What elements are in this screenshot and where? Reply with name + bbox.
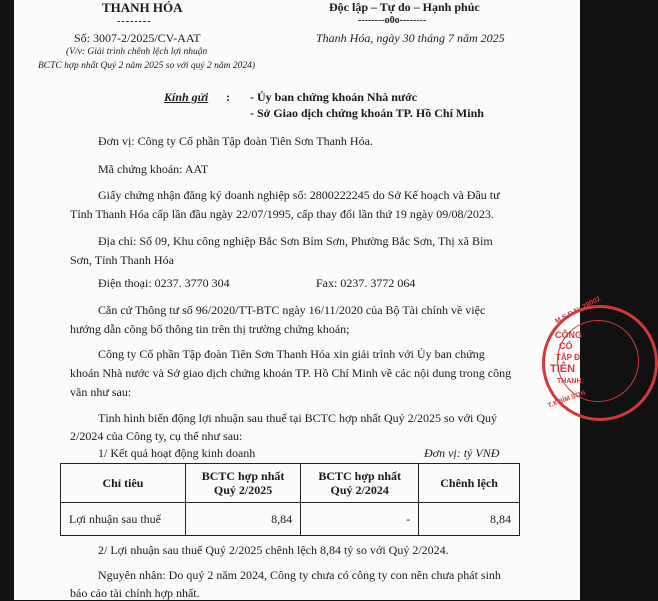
seal-text-6: THANH (557, 378, 582, 385)
national-motto: Độc lập – Tự do – Hạnh phúc (329, 0, 480, 14)
recipient-1: - Ủy ban chứng khoán Nhà nước (250, 90, 418, 104)
license-line-2: Tỉnh Thanh Hóa cấp lần đầu ngày 22/07/1995, cấp thay đổi lần thứ 19 ngày 09/08/2023. (70, 207, 494, 221)
cell-q2-2025: 8,84 (185, 503, 300, 536)
recipient-2: - Sở Giao dịch chứng khoán TP. Hồ Chí Minh (250, 106, 484, 120)
recipients-label: Kính gửi (164, 90, 209, 104)
org-name: THANH HÓA (102, 0, 183, 15)
seal-text-7: T.X BỈM SƠN (546, 389, 587, 410)
doc-number: Số: 3007-2/2025/CV-AAT (74, 31, 201, 45)
explain-line-1: Công ty Cổ phần Tập đoàn Tiên Sơn Thanh Hóa xin giải trình với Ủy ban chứng (98, 347, 485, 361)
company-seal (542, 295, 658, 421)
explain-line-3: văn như sau: (70, 385, 132, 399)
seal-text-2: CÔNG (555, 330, 582, 340)
address-line-2: Sơn, Tỉnh Thanh Hóa (70, 253, 174, 267)
situation-line-1: Tình hình biến động lợi nhuận sau thuế tại BCTC hợp nhất Quý 2/2025 so với Quý (98, 411, 498, 425)
address-line-1: Địa chỉ: Số 09, Khu công nghiệp Bắc Sơn Bỉm Sơn, Phường Bắc Sơn, Thị xã Bỉm (98, 234, 493, 248)
org-underline: -------- (117, 16, 152, 27)
col-header-difference: Chênh lệch (419, 464, 520, 503)
fax: Fax: 0237. 3772 064 (316, 276, 416, 290)
seal-text-5: TIÊN (550, 363, 576, 375)
subject-line-1: (V/v: Giải trình chênh lệch lợi nhuận (66, 47, 208, 57)
section-1-title: 1/ Kết quả hoạt động kinh doanh (98, 446, 256, 460)
seal-text-4: TẬP Đ (556, 353, 580, 362)
col-header-indicator: Chỉ tiêu (61, 464, 186, 503)
cell-difference: 8,84 (419, 503, 520, 536)
subject-line-2: BCTC hợp nhất Quý 2 năm 2025 so với quý 2 năm 2024) (38, 61, 256, 71)
reason-line-2: báo cáo tài chính hợp nhất. (70, 586, 200, 600)
basis-line-2: hướng dẫn công bố thông tin trên thị trường chứng khoán; (70, 322, 350, 336)
table-row (61, 503, 520, 536)
document-page (14, 0, 602, 600)
table-header-row (61, 464, 520, 503)
row-label: Lợi nhuận sau thuế (61, 503, 186, 536)
cell-q2-2024: - (301, 503, 419, 536)
reason-line-1: Nguyên nhân: Do quý 2 năm 2024, Công ty chưa có công ty con nên chưa phát sinh (98, 568, 501, 582)
unit-line: Đơn vị: Công ty Cổ phần Tập đoàn Tiên Sơn Thanh Hóa. (98, 134, 373, 148)
basis-line-1: Căn cứ Thông tư số 96/2020/TT-BTC ngày 16/11/2020 của Bộ Tài chính về việc (98, 303, 486, 317)
motto-underline: --------o0o-------- (358, 15, 427, 26)
seal-text-1: M.S.D.N: 28002 (554, 295, 602, 326)
stock-code: Mã chứng khoán: AAT (98, 162, 209, 176)
situation-line-2: 2/2024 của Công ty, cụ thể như sau: (70, 429, 243, 443)
col-header-q2-2024: BCTC hợp nhất Quý 2/2024 (301, 464, 419, 503)
place-date: Thanh Hóa, ngày 30 tháng 7 năm 2025 (316, 31, 505, 45)
explain-line-2: khoán Nhà nước và Sở giao dịch chứng khoán TP. Hồ Chí Minh về các nội dung trong công (70, 366, 512, 380)
recipients-colon: : (226, 90, 230, 104)
seal-text-3: CỔ (559, 341, 573, 351)
results-table (60, 463, 520, 536)
license-line-1: Giấy chứng nhận đăng ký doanh nghiệp số: 2800222245 do Sở Kế hoạch và Đầu tư (98, 188, 500, 202)
col-header-q2-2025: BCTC hợp nhất Quý 2/2025 (185, 464, 300, 503)
section-2-title: 2/ Lợi nhuận sau thuế Quý 2/2025 chênh lệch 8,84 tỷ so với Quý 2/2024. (98, 543, 449, 557)
phone: Điện thoại: 0237. 3770 304 (98, 276, 230, 290)
unit-note: Đơn vị: tỷ VNĐ (424, 446, 500, 460)
